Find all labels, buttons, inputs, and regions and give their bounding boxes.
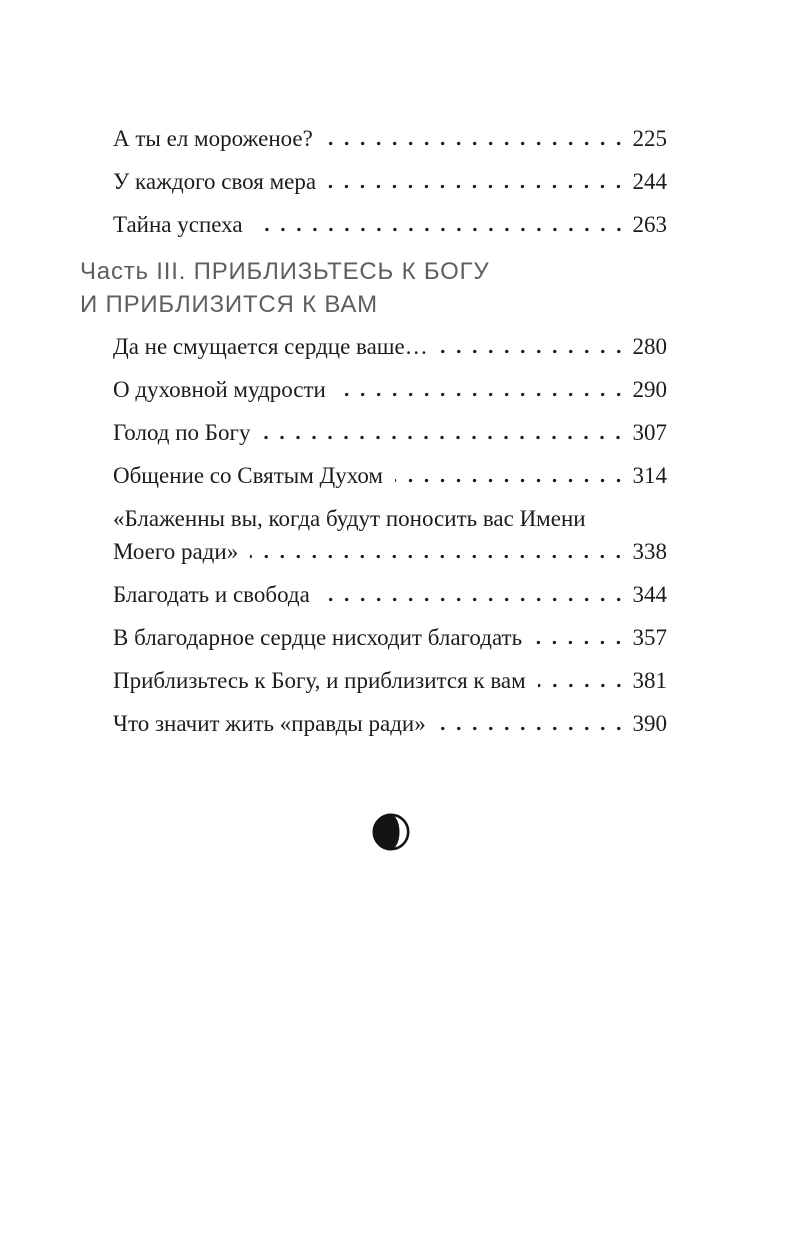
toc-entry-list [80, 330, 667, 740]
toc-entry [113, 416, 667, 449]
end-ornament [113, 812, 668, 857]
moon-ornament-icon [371, 812, 411, 852]
toc-entry [113, 502, 667, 568]
dot-leader [322, 597, 627, 602]
toc-entry-page: 357 [632, 625, 667, 650]
toc-entry-line [113, 664, 667, 697]
dot-leader [325, 141, 627, 146]
toc-entry-title: «Блаженны вы, когда будут поносить вас Имени [113, 506, 586, 531]
dot-leader [255, 227, 627, 232]
toc-entry-page: 338 [632, 539, 667, 564]
toc-entry [113, 664, 667, 697]
toc-entry-page: 280 [632, 334, 667, 359]
dot-leader [250, 554, 626, 559]
toc-entry [113, 707, 667, 740]
toc-entry-line [113, 621, 667, 654]
toc-entry [113, 621, 667, 654]
toc-entry-line [113, 707, 667, 740]
toc-entry-page: 344 [632, 582, 667, 607]
toc-entry-title: О духовной мудрости [113, 377, 326, 402]
toc-entry-page: 381 [632, 668, 667, 693]
toc-entry-title: Приблизьтесь к Богу, и приблизится к вам [113, 668, 526, 693]
toc-entry [113, 578, 667, 611]
toc-entry-title: Да не смущается сердце ваше… [113, 334, 428, 359]
toc-entry-line [113, 373, 667, 406]
toc-entry-title: Голод по Богу [113, 420, 251, 445]
toc-entry [113, 373, 667, 406]
toc-entry-line [113, 578, 667, 611]
dot-leader [440, 349, 627, 354]
dot-leader [262, 435, 626, 440]
dot-leader [534, 640, 626, 645]
toc-entry [113, 122, 667, 155]
toc-entry-page: 290 [632, 377, 667, 402]
toc-entry-title: Моего ради» [113, 539, 239, 564]
toc-entry-list [80, 122, 667, 241]
toc-entry-title: Благодать и свобода [113, 582, 310, 607]
toc-entry-line [113, 416, 667, 449]
toc-entry-page: 244 [632, 169, 667, 194]
toc-entry-page: 263 [632, 212, 667, 237]
toc-entry-title: Общение со Святым Духом [113, 463, 383, 488]
toc-entry-line [113, 330, 667, 363]
toc-entry-page: 390 [632, 711, 667, 736]
part-heading-line: Часть III. ПРИБЛИЗЬТЕСЬ К БОГУ [80, 258, 490, 285]
toc-entry-line [113, 165, 667, 198]
toc-sections [80, 122, 667, 740]
toc-entry-page: 314 [632, 463, 667, 488]
dot-leader [438, 726, 627, 731]
dot-leader [338, 392, 627, 397]
toc-entry-title: У каждого своя мера [113, 169, 317, 194]
toc-entry [113, 330, 667, 363]
toc-entry-line [113, 208, 667, 241]
toc-entry-title: Что значит жить «правды ради» [113, 711, 426, 736]
toc-entry [113, 208, 667, 241]
toc-entry-line [113, 535, 667, 568]
toc-entry-title: В благодарное сердце нисходит благодать [113, 625, 523, 650]
toc-entry-line [113, 122, 667, 155]
toc-entry-page: 307 [632, 420, 667, 445]
toc-entry-title: А ты ел мороженое? [113, 126, 313, 151]
dot-leader [328, 184, 626, 189]
toc-entry-line [113, 459, 667, 492]
toc-entry-page: 225 [632, 126, 667, 151]
dot-leader [395, 478, 627, 483]
part-heading [80, 255, 667, 321]
toc-entry-title: Тайна успеха [113, 212, 243, 237]
dot-leader [538, 683, 627, 688]
toc-entry-line [113, 502, 667, 535]
part-heading-line: И ПРИБЛИЗИТСЯ К ВАМ [80, 291, 378, 318]
toc-entry [113, 459, 667, 492]
toc-entry [113, 165, 667, 198]
